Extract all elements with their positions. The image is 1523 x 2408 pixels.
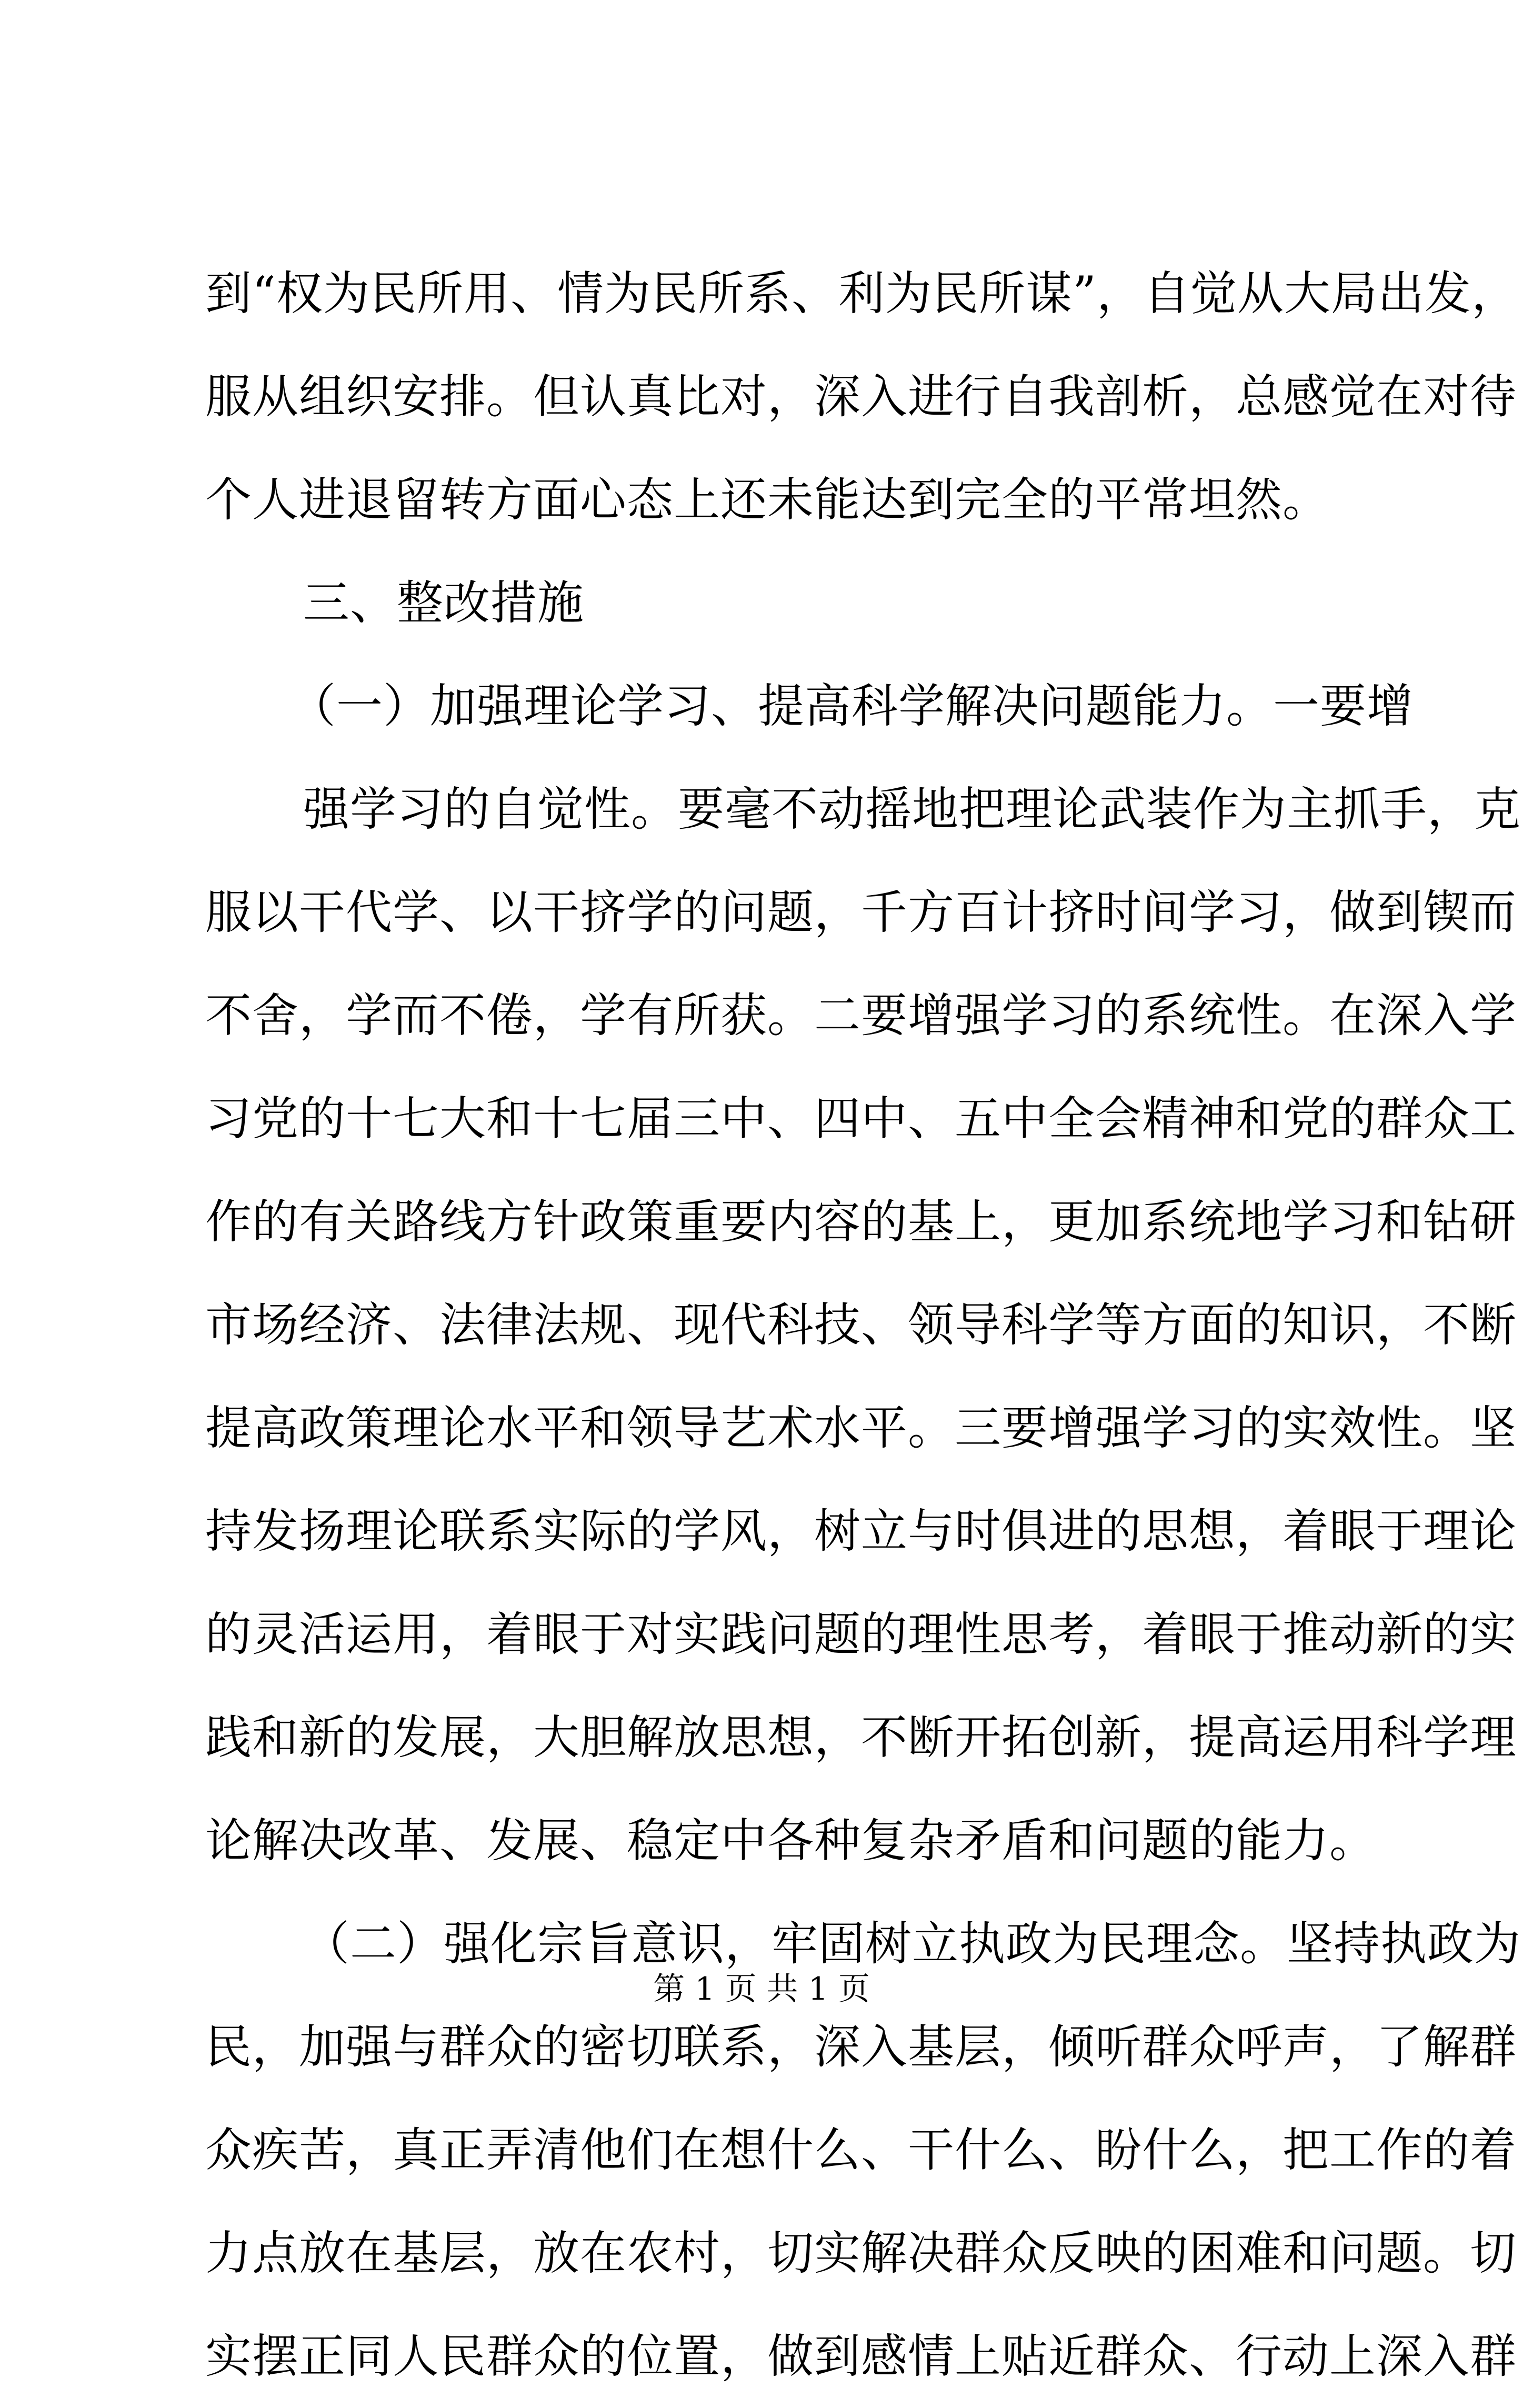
- text-line: 服以干代学、以干挤学的问题，千方百计挤时间学习，做到锲而: [205, 885, 1517, 939]
- text-line: 践和新的发展，大胆解放思想，不断开拓创新，提高运用科学理: [205, 1710, 1517, 1764]
- text-line: 不舍，学而不倦，学有所获。二要增强学习的系统性。在深入学: [205, 988, 1517, 1042]
- subsection-heading: （一）加强理论学习、提高科学解决问题能力。一要增: [289, 679, 1414, 733]
- text-line: 到“权为民所用、情为民所系、利为民所谋”，自觉从大局出发，: [205, 266, 1518, 320]
- text-line: 提高政策理论水平和领导艺术水平。三要增强学习的实效性。坚: [205, 1401, 1517, 1455]
- text-line: 强学习的自觉性。要毫不动摇地把理论武装作为主抓手，克: [303, 782, 1521, 836]
- section-heading: 三、整改措施: [303, 576, 585, 630]
- text-line: 市场经济、法律法规、现代科技、领导科学等方面的知识，不断: [205, 1298, 1517, 1352]
- text-line: 实摆正同人民群众的位置，做到感情上贴近群众、行动上深入群: [205, 2329, 1517, 2383]
- text-line: 作的有关路线方针政策重要内容的基上，更加系统地学习和钻研: [205, 1195, 1517, 1249]
- text-line: 持发扬理论联系实际的学风，树立与时俱进的思想，着眼于理论: [205, 1504, 1517, 1558]
- text-line: 个人进退留转方面心态上还未能达到完全的平常坦然。: [205, 473, 1330, 527]
- text-line: 论解决改革、发展、稳定中各种复杂矛盾和问题的能力。: [205, 1813, 1377, 1868]
- body-text: [205, 242, 1521, 2408]
- subsection-heading: （二）强化宗旨意识，牢固树立执政为民理念。坚持执政为: [303, 1917, 1521, 1971]
- text-line: 服从组织安排。但认真比对，深入进行自我剖析，总感觉在对待: [205, 369, 1517, 424]
- page-number: 第 1 页 共 1 页: [653, 1971, 870, 2008]
- text-line: 的灵活运用，着眼于对实践问题的理性思考，着眼于推动新的实: [205, 1607, 1517, 1661]
- text-line: 民，加强与群众的密切联系，深入基层，倾听群众呼声，了解群: [205, 2020, 1517, 2074]
- text-line: 众疾苦，真正弄清他们在想什么、干什么、盼什么，把工作的着: [205, 2123, 1517, 2177]
- text-line: 习党的十七大和十七届三中、四中、五中全会精神和党的群众工: [205, 1091, 1517, 1146]
- text-line: 力点放在基层，放在农村，切实解决群众反映的困难和问题。切: [205, 2226, 1517, 2280]
- page-footer: [0, 1968, 1523, 2010]
